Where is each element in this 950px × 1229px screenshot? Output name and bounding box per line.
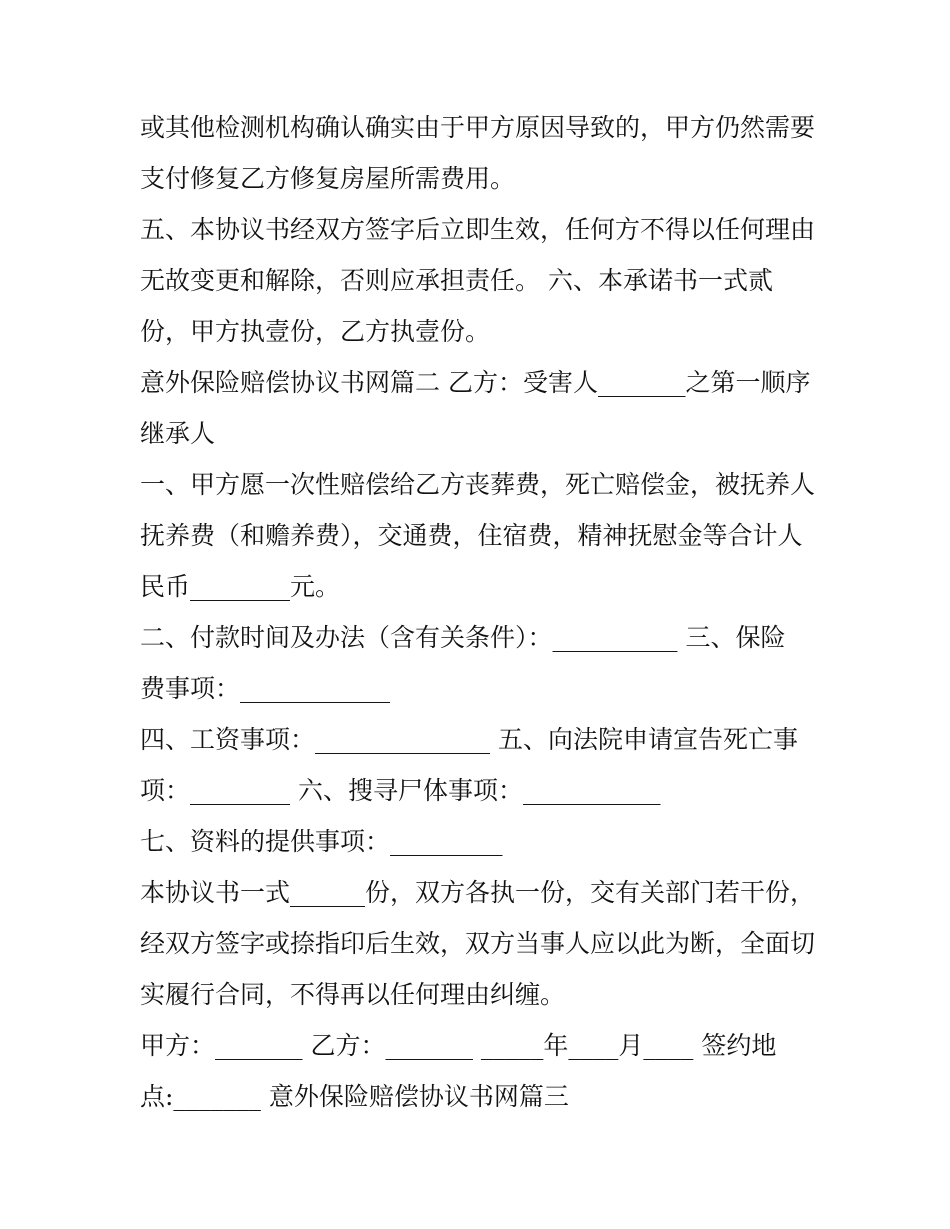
text-line: 二、付款时间及办法（含有关条件）：__________ 三、保险 bbox=[140, 623, 786, 652]
text-line: 本协议书一式______份，双方各执一份，交有关部门若干份， bbox=[140, 878, 816, 907]
text-line: 七、资料的提供事项：_________ bbox=[140, 827, 503, 856]
text-line: 继承人 bbox=[140, 419, 216, 448]
text-line: 项：________ 六、搜寻尸体事项：___________ bbox=[140, 776, 661, 805]
text-line: 一、甲方愿一次性赔偿给乙方丧葬费，死亡赔偿金，被抚养人 bbox=[140, 470, 816, 499]
text-line: 四、工资事项：______________ 五、向法院申请宣告死亡事 bbox=[140, 725, 798, 754]
text-line: 实履行合同，不得再以任何理由纠缠。 bbox=[140, 980, 566, 1009]
text-line: 支付修复乙方修复房屋所需费用。 bbox=[140, 164, 516, 193]
text-line: 经双方签字或捺指印后生效，双方当事人应以此为断，全面切 bbox=[140, 929, 816, 958]
text-line: 意外保险赔偿协议书网篇二 乙方：受害人_______之第一顺序 bbox=[140, 368, 811, 397]
text-line: 甲方：_______ 乙方：_______ _____年____月____ 签约地 bbox=[140, 1031, 777, 1060]
text-line: 民币________元。 bbox=[140, 572, 341, 601]
text-line: 费事项：____________ bbox=[140, 674, 391, 703]
text-line: 份，甲方执壹份，乙方执壹份。 bbox=[140, 317, 491, 346]
text-line: 点:_______ 意外保险赔偿协议书网篇三 bbox=[140, 1082, 569, 1111]
text-line: 无故变更和解除，否则应承担责任。 六、本承诺书一式贰 bbox=[140, 266, 773, 295]
text-line: 抚养费（和赡养费），交通费，住宿费，精神抚慰金等合计人 bbox=[140, 521, 803, 550]
text-line: 或其他检测机构确认确实由于甲方原因导致的，甲方仍然需要 bbox=[140, 113, 816, 142]
text-line: 五、本协议书经双方签字后立即生效，任何方不得以任何理由 bbox=[140, 215, 816, 244]
